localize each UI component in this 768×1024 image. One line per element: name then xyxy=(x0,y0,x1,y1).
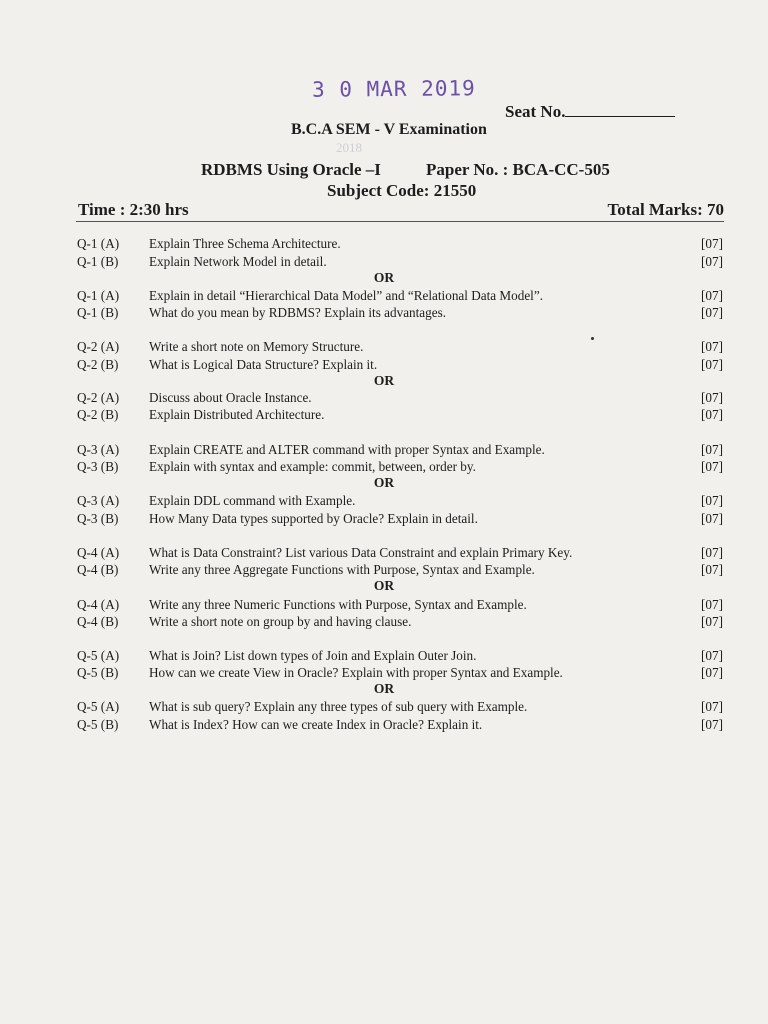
seat-number-label: Seat No. xyxy=(505,101,675,122)
question-marks: [07] xyxy=(701,665,723,680)
question-row xyxy=(77,698,725,715)
subject-title: RDBMS Using Oracle –I xyxy=(201,160,381,179)
or-separator: OR xyxy=(373,475,395,490)
question-row xyxy=(77,647,725,664)
question-row xyxy=(77,389,725,406)
question-text: Explain CREATE and ALTER command with proper Syntax and Example. xyxy=(149,442,545,457)
question-marks: [07] xyxy=(701,699,723,714)
question-text: What is Data Constraint? List various Data Constraint and explain Primary Key. xyxy=(149,545,573,560)
question-marks: [07] xyxy=(701,236,723,251)
question-row xyxy=(77,406,725,423)
question-number: Q-3 (A) xyxy=(77,493,120,508)
question-number: Q-2 (A) xyxy=(77,390,120,405)
question-marks: [07] xyxy=(701,442,723,457)
question-number: Q-3 (A) xyxy=(77,442,120,457)
question-row xyxy=(77,458,725,475)
question-number: Q-3 (B) xyxy=(77,511,119,526)
question-marks: [07] xyxy=(701,339,723,354)
question-text: Write any three Aggregate Functions with Purpose, Syntax and Example. xyxy=(149,562,535,577)
question-text: Explain with syntax and example: commit, between, order by. xyxy=(149,459,476,474)
question-row xyxy=(77,613,725,630)
question-marks: [07] xyxy=(701,717,723,732)
or-separator: OR xyxy=(373,578,395,593)
question-number: Q-2 (B) xyxy=(77,357,119,372)
question-number: Q-2 (B) xyxy=(77,407,119,422)
question-number: Q-2 (A) xyxy=(77,339,120,354)
question-number: Q-5 (B) xyxy=(77,665,119,680)
total-marks: Total Marks: 70 xyxy=(607,200,724,219)
question-text: What is Logical Data Structure? Explain it. xyxy=(149,357,378,372)
question-number: Q-4 (B) xyxy=(77,614,119,629)
question-row xyxy=(77,561,725,578)
question-marks: [07] xyxy=(701,511,723,526)
question-marks: [07] xyxy=(701,288,723,303)
question-text: Write a short note on Memory Structure. xyxy=(149,339,364,354)
or-separator: OR xyxy=(373,681,395,696)
question-row xyxy=(77,304,725,321)
question-number: Q-3 (B) xyxy=(77,459,119,474)
question-marks: [07] xyxy=(701,614,723,629)
header-divider xyxy=(76,221,724,222)
question-marks: [07] xyxy=(701,562,723,577)
question-marks: [07] xyxy=(701,390,723,405)
question-row xyxy=(77,338,725,355)
question-marks: [07] xyxy=(701,305,723,320)
question-marks: [07] xyxy=(701,407,723,422)
question-text: Discuss about Oracle Instance. xyxy=(149,390,312,405)
question-text: Explain Three Schema Architecture. xyxy=(149,236,341,251)
question-marks: [07] xyxy=(701,254,723,269)
question-number: Q-4 (B) xyxy=(77,562,119,577)
question-marks: [07] xyxy=(701,357,723,372)
or-separator: OR xyxy=(373,270,395,285)
faint-overprint: 2018 xyxy=(336,140,362,155)
question-number: Q-5 (A) xyxy=(77,699,120,714)
question-text: Write a short note on group by and having clause. xyxy=(149,614,412,629)
subject-code: Subject Code: 21550 xyxy=(327,181,477,200)
question-text: What is Join? List down types of Join and Explain Outer Join. xyxy=(149,648,477,663)
question-marks: [07] xyxy=(701,597,723,612)
exam-time: Time : 2:30 hrs xyxy=(78,200,189,219)
question-text: Explain in detail “Hierarchical Data Model” and “Relational Data Model”. xyxy=(149,288,543,303)
question-number: Q-1 (A) xyxy=(77,288,120,303)
paper-number: Paper No. : BCA-CC-505 xyxy=(426,160,610,179)
question-row xyxy=(77,664,725,681)
question-row xyxy=(77,510,725,527)
or-separator: OR xyxy=(373,373,395,388)
question-row xyxy=(77,596,725,613)
question-text: What is Index? How can we create Index in Oracle? Explain it. xyxy=(149,717,483,732)
question-text: How can we create View in Oracle? Explain with proper Syntax and Example. xyxy=(149,665,563,680)
question-text: Explain Distributed Architecture. xyxy=(149,407,325,422)
question-row xyxy=(77,253,725,270)
seat-number-blank xyxy=(565,101,675,117)
question-number: Q-1 (A) xyxy=(77,236,120,251)
question-marks: [07] xyxy=(701,459,723,474)
question-text: Explain Network Model in detail. xyxy=(149,254,327,269)
question-marks: [07] xyxy=(701,648,723,663)
question-row xyxy=(77,441,725,458)
exam-title: B.C.A SEM - V Examination xyxy=(291,121,487,138)
question-row xyxy=(77,287,725,304)
question-text: Write any three Numeric Functions with Purpose, Syntax and Example. xyxy=(149,597,527,612)
question-text: How Many Data types supported by Oracle? Explain in detail. xyxy=(149,511,478,526)
question-number: Q-1 (B) xyxy=(77,254,119,269)
question-number: Q-5 (B) xyxy=(77,717,119,732)
question-row xyxy=(77,492,725,509)
question-row xyxy=(77,544,725,561)
question-text: What is sub query? Explain any three types of sub query with Example. xyxy=(149,699,528,714)
question-number: Q-5 (A) xyxy=(77,648,120,663)
question-number: Q-4 (A) xyxy=(77,545,120,560)
question-text: What do you mean by RDBMS? Explain its advantages. xyxy=(149,305,447,320)
question-marks: [07] xyxy=(701,545,723,560)
date-stamp: 3 0 MAR 2019 xyxy=(311,76,476,102)
question-number: Q-1 (B) xyxy=(77,305,119,320)
question-row xyxy=(77,356,725,373)
question-text: Explain DDL command with Example. xyxy=(149,493,356,508)
question-row xyxy=(77,235,725,252)
question-row xyxy=(77,716,725,733)
question-number: Q-4 (A) xyxy=(77,597,120,612)
question-marks: [07] xyxy=(701,493,723,508)
